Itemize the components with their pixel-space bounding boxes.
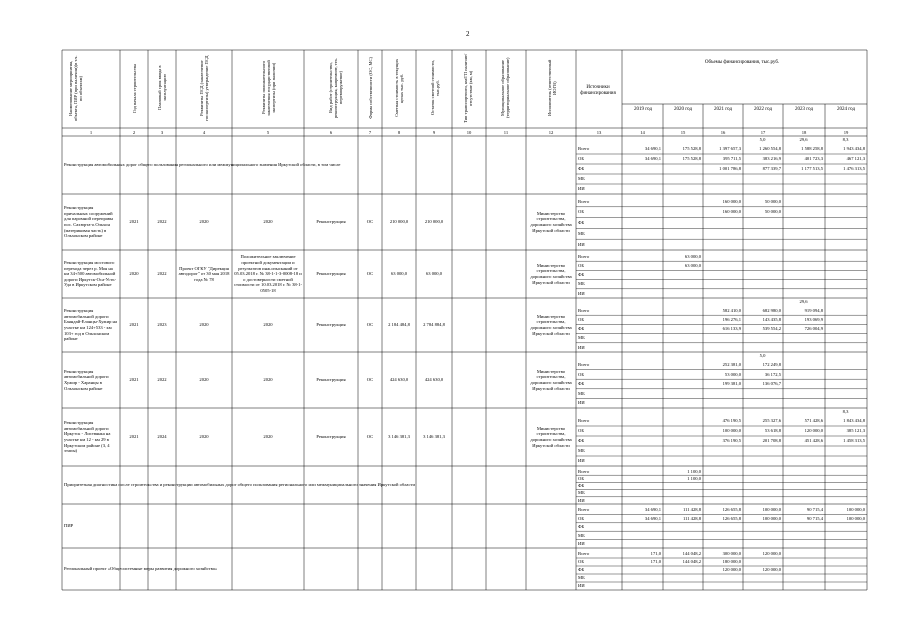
mark-value: 8,3 [842,409,849,414]
source-label: Всего [578,551,590,557]
amount-value: 1 001 786,8 [719,166,741,172]
header-municipality-text: Муниципальное образование (территориальное образование) [500,57,510,119]
amount-value: 100 000,0 [846,515,865,521]
amount-value: 476 190,5 [722,418,741,424]
amount-value: 160 000,0 [722,198,741,204]
block-cell: Министерство строительства, дорожного хозяйства Иркутской области [530,262,572,285]
source-label: Всего [578,198,590,204]
block-cell: 2020 [263,219,273,225]
amount-value: 50 000,0 [764,198,781,204]
amount-value: 90 715,4 [806,515,823,521]
amount-value: 53 618,8 [764,428,781,434]
amount-value: 383 216,9 [762,156,781,162]
year-header: 2023 год [794,107,814,112]
block-cell: 2023 [157,322,167,328]
block-title: Реконструкция автомобильной дороги Баяндай-Еланцы-Хужир на участке км 124+533 - км 103+ год в Ольхонском районе [64,308,118,342]
source-label: МБ [578,575,585,581]
amount-value: 160 000,0 [722,209,741,215]
header-executor-text: Исполнитель (ответственный ИОГВ) [547,59,557,117]
source-label: ФБ [578,166,585,172]
amount-value: 120 000,0 [722,567,741,573]
amount-value: 136 076,7 [762,381,781,387]
block-cell: ОС [366,271,374,277]
source-label: МБ [578,390,585,396]
block-cell: 2020 [199,434,209,440]
amount-value: 300 000,0 [722,551,741,557]
amount-value: 63 000,0 [684,253,701,259]
source-label: Всего [578,146,590,152]
column-number: 13 [596,129,602,135]
column-number: 7 [368,129,372,135]
amount-value: 571 428,6 [804,418,823,424]
amount-value: 120 000,0 [804,428,823,434]
block-cell: 63 000,0 [425,271,443,277]
source-label: ФБ [578,272,585,278]
block-cell: 424 630,0 [389,377,409,383]
amount-value: 682 980,0 [762,307,781,313]
column-number: 18 [801,129,807,135]
amount-value: 111 428,8 [682,515,701,521]
source-label: Всего [578,362,590,367]
source-label: ОБ [578,428,584,434]
block-cell: 2021 [129,377,139,383]
block-title: Реконструкция автомобильной дороги Иркутск - Листвянка на участке км 12 - км 29 в Иркутском районе (3, 4 этапы) [64,420,111,454]
amount-value: 100 000,0 [846,507,865,513]
block-cell: 2021 [129,219,139,225]
source-label: ИИ [578,400,585,406]
block-title: Региональный проект «Общесистемные меры развития дорожного хозяйства» [64,566,218,572]
amount-value: 201 708,8 [762,438,781,444]
block-cell: 2 184 484,8 [388,322,410,328]
block-cell: Реконструкция [316,322,346,328]
source-label: Всего [578,253,590,259]
block-cell: Реконструкция [316,271,346,277]
source-label: МБ [578,448,585,454]
amount-value: 34 690,1 [644,146,661,152]
amount-value: 376 190,5 [722,438,741,444]
column-number: 5 [266,129,270,135]
column-number: 10 [466,129,472,135]
amount-value: 1 397 657,3 [719,146,741,152]
source-label: МБ [578,176,585,182]
block-title: Реконструкция причальных сооружений для паромной переправы пос. Сахюрта-о.Ольхон (материковая часть) в Ольхонском районе [64,205,114,239]
column-number: 9 [432,129,436,135]
amount-value: 616 133,9 [722,326,741,332]
source-label: ФБ [578,381,585,387]
source-label: ИИ [578,290,585,296]
mark-value: 8,3 [842,137,849,142]
block-cell: Министерство строительства, дорожного хозяйства Иркутской области [530,210,572,233]
source-label: Всего [578,418,590,424]
header-expertise-text: Реквизиты положительного заключения государственной экспертизы (при наличии) [260,60,276,116]
amount-value: 100 000,0 [722,428,741,434]
amount-value: 401 723,3 [804,156,823,162]
block-cell: 2022 [157,219,167,225]
block-cell: 2020 [263,377,273,383]
amount-value: 36 172,5 [764,371,781,377]
amount-value: 175 528,8 [682,156,701,162]
amount-value: 111 428,8 [682,507,701,513]
amount-value: 196 276,1 [722,316,741,322]
block-cell: Реконструкция [316,434,346,440]
amount-value: 171,0 [650,559,661,565]
block-title: Реконструкция мостового перехода через р. Моя на км 34+500 автомобильной дороги Иркутск-Оса-Усть-Уда в Иркутском районе [64,260,117,288]
block-cell: ОС [366,434,374,440]
column-number: 2 [132,129,136,135]
block-cell: 2022 [157,271,167,277]
header-sources: Источники финансирования [580,85,616,96]
amount-value: 171,0 [650,551,661,557]
year-header: 2019 год [633,107,653,112]
block-cell: 2020 [263,434,273,440]
amount-value: 120 000,0 [762,551,781,557]
amount-value: 34 690,1 [644,156,661,162]
mark-value: 29,6 [799,137,808,142]
column-number: 12 [548,129,554,135]
source-label: ОБ [578,209,584,215]
amount-value: 126 655,8 [722,507,741,513]
source-label: Всего [578,307,590,313]
amount-value: 582 410,0 [722,307,741,313]
amount-value: 539 554,2 [762,326,781,332]
year-header: 2020 год [673,107,693,112]
block-cell: 210 000,0 [389,219,409,225]
header-ownership-text: Форма собственности (ОС, МС) [367,57,373,119]
amount-value: 100 000,0 [762,507,781,513]
source-label: Всего [578,507,590,513]
block-cell: Реконструкция [316,219,346,225]
source-label: ИИ [578,344,585,350]
header-work-type-text: Вид работ (строительство, реконструкция, капремонт, тех. перевооружение) [327,57,343,119]
amount-value: 395 711,5 [722,156,741,162]
amount-value: 385 121,3 [846,428,865,434]
block-cell: 2024 [157,434,167,440]
amount-value: 34 690,1 [644,515,661,521]
source-label: ОБ [578,475,584,481]
block-cell: 2020 [129,271,139,277]
amount-value: 451 428,6 [804,438,823,444]
header-transport-text: Тип транспортного, км/ГП наличие/отсутствие (км, м) [463,53,473,123]
amount-value: 1 943 434,8 [843,146,865,152]
amount-value: 180 000,0 [722,559,741,565]
block-cell: 2 784 884,8 [423,322,445,328]
amount-value: 34 690,1 [644,507,661,513]
amount-value: 50 000,0 [764,209,781,215]
source-label: ФБ [578,483,585,489]
amount-value: 919 094,8 [804,307,823,313]
year-header: 2024 год [836,107,856,112]
amount-value: 252 381,0 [722,362,741,367]
column-number: 15 [680,129,686,135]
header-name-text: Наименование мероприятия, объекта, ПИР (при наличии)(в т.ч. по объектам) [67,55,83,121]
source-label: ИИ [578,583,585,589]
amount-value: 120 000,0 [762,567,781,573]
year-header: 2022 год [753,107,773,112]
source-label: ОБ [578,262,584,268]
column-number: 3 [160,129,164,135]
mark-value: 5,0 [759,137,766,142]
source-label: МБ [578,532,585,538]
column-number: 14 [640,129,645,135]
block-cell: ОС [366,377,374,383]
mark-value: 29,6 [799,299,808,304]
amount-value: 172 249,8 [762,362,781,367]
block-cell: 424 630,0 [424,377,444,383]
block-cell: 2021 [129,322,139,328]
source-label: ИИ [578,497,585,503]
source-label: МБ [578,230,585,236]
amount-value: 1 177 513,5 [801,166,823,172]
header-volume: Объемы финансирования, тыс.руб. [704,60,780,65]
source-label: ИИ [578,540,585,546]
source-label: ИИ [578,458,585,464]
amount-value: 1 588 258,8 [801,146,823,152]
source-label: ФБ [578,438,585,444]
amount-value: 126 655,8 [722,515,741,521]
amount-value: 726 004,9 [804,326,823,332]
block-cell: 3 146 381,3 [423,434,445,440]
block-cell: 2020 [199,322,209,328]
amount-value: 1 100,0 [687,475,701,481]
amount-value: 53 000,0 [724,371,741,377]
header-start-year-text: Год начала строительства [131,63,137,113]
amount-value: 144 048,2 [682,559,701,565]
block-cell: Реконструкция [316,377,346,383]
column-number: 16 [720,129,726,135]
mark-value: 5,0 [759,353,766,358]
amount-value: 100 000,0 [762,515,781,521]
amount-value: 143 435,8 [762,316,781,322]
source-label: МБ [578,281,585,287]
block-cell: 2021 [129,434,139,440]
amount-value: 193 069,9 [804,316,823,322]
block-cell: 2020 [263,322,273,328]
amount-value: 175 528,8 [682,146,701,152]
amount-value: 877 339,7 [762,166,781,172]
block-cell: 3 146 381,3 [388,434,410,440]
source-label: ОБ [578,316,584,322]
amount-value: 1 260 554,8 [759,146,781,152]
source-label: ОБ [578,371,584,377]
source-label: ФБ [578,567,585,573]
amount-value: 90 715,4 [806,507,823,513]
column-number: 6 [329,129,333,135]
source-label: ФБ [578,326,585,332]
source-label: Всего [578,468,590,474]
block-cell: ОС [366,322,374,328]
amount-value: 467 121,3 [846,156,865,162]
block-cell: Министерство строительства, дорожного хозяйства Иркутской области [530,425,572,448]
column-number: 17 [760,129,766,135]
amount-value: 1 476 313,5 [843,166,865,172]
block-cell: 210 000,0 [424,219,444,225]
header-remaining-text: Остаток сметной стоимости, тыс.руб. [430,60,440,116]
source-label: МБ [578,335,585,341]
block-cell: Министерство строительства, дорожного хозяйства Иркутской области [530,368,572,391]
header-psd-text: Реквизиты ПСД (заключение госэкспертизы) утверждение ПСД [199,55,209,121]
block-cell: Министерство строительства, дорожного хозяйства Иркутской области [530,313,572,336]
source-label: ОБ [578,156,584,162]
block-cell: 2020 [199,377,209,383]
block-cell: 63 000,0 [390,271,408,277]
block-cell: ОС [366,219,374,225]
source-label: ОБ [578,515,584,521]
amount-value: 1 843 434,8 [843,418,865,424]
header-end-year-text: Плановый срок ввода в эксплуатацию [157,65,167,111]
amount-value: 1 458 313,5 [843,438,865,444]
block-title: Реконструкция автомобильных дорог общего пользования регионального или межмуниципального значения Иркутской области, в том числе [64,162,341,168]
block-cell: Проект ОГКУ "Дирекция автодорог" от 30 мая 2018 года № 78 [178,265,230,282]
source-label: ОБ [578,559,584,565]
block-title: Приоритетная диагностика после строительства и реконструкции автомобильных дорог общего пользования регионального или межмуниципального значения Иркутской области [64,482,415,488]
page-number: 2 [466,30,470,38]
column-number: 19 [843,129,849,135]
source-label: ИИ [578,241,585,247]
block-title: Реконструкция автомобильной дороги Хужир - Харанцы в Ольхонском районе [64,368,109,391]
column-number: 1 [89,129,93,135]
amount-value: 255 327,6 [762,418,781,424]
amount-value: 1 100,0 [687,468,701,474]
block-cell: Положительное заключение проектной документации и результатов инж.изысканий от 05.03.2018 г. № 38-1-1-3-0008-18 и о достоверности сметной стоимости от 10.03.2018 г. № 38-1-0505-18 [233,254,303,293]
block-cell: 2020 [199,219,209,225]
amount-value: 63 000,0 [684,262,701,268]
column-number: 8 [397,129,401,135]
year-header: 2021 год [713,107,733,112]
source-label: ФБ [578,220,585,226]
amount-value: 199 381,0 [722,381,741,387]
block-title: ПИР [64,523,74,529]
block-cell: 2022 [157,377,167,383]
column-number: 11 [503,129,509,135]
amount-value: 144 048,2 [682,551,701,557]
header-estimate-text: Сметная стоимость в текущих ценах тыс. руб. [394,58,404,118]
source-label: ИИ [578,186,585,192]
source-label: ФБ [578,524,585,530]
column-number: 4 [202,129,206,135]
source-label: МБ [578,490,585,496]
